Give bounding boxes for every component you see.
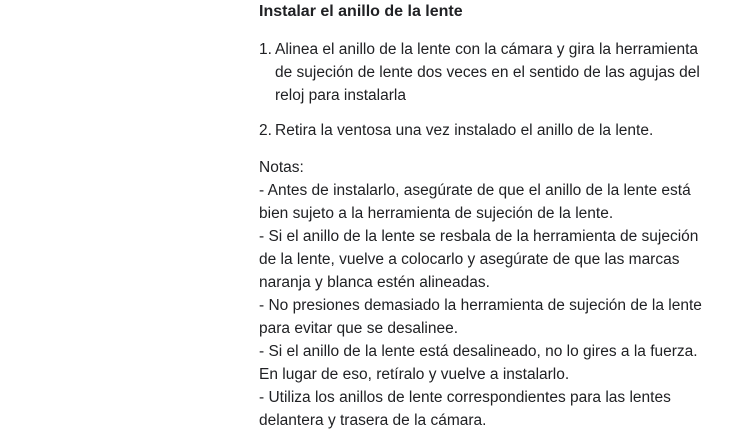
note-item: - Utiliza los anillos de lente correspondientes para las lentes delantera y trasera de la cámara. (259, 389, 671, 429)
note-item: - No presiones demasiado la herramienta de sujeción de la lente para evitar que se desalinee. (259, 297, 702, 337)
notes-section (259, 156, 709, 432)
step-number: 2. (259, 122, 272, 139)
step-item (259, 119, 709, 142)
step-text: Alinea el anillo de la lente con la cámara y gira la herramienta de sujeción de lente dos veces en el sentido de las agujas del reloj para instalarla (275, 41, 700, 104)
section-title: Instalar el anillo de la lente (259, 3, 463, 20)
step-text: Retira la ventosa una vez instalado el anillo de la lente. (275, 122, 654, 139)
note-item: - Si el anillo de la lente está desalineado, no lo gires a la fuerza. En lugar de eso, retíralo y vuelve a instalarlo. (259, 343, 698, 383)
note-item: - Antes de instalarlo, asegúrate de que el anillo de la lente está bien sujeto a la herramienta de sujeción de la lente. (259, 182, 691, 222)
steps-list (259, 38, 709, 142)
step-number: 1. (259, 41, 272, 58)
step-item (259, 38, 709, 107)
instructions-content (259, 0, 709, 432)
notes-heading: Notas: (259, 159, 304, 176)
note-item: - Si el anillo de la lente se resbala de la herramienta de sujeción de la lente, vuelve a colocarlo y asegúrate de que las marcas naranja y blanca estén alineadas. (259, 228, 699, 291)
